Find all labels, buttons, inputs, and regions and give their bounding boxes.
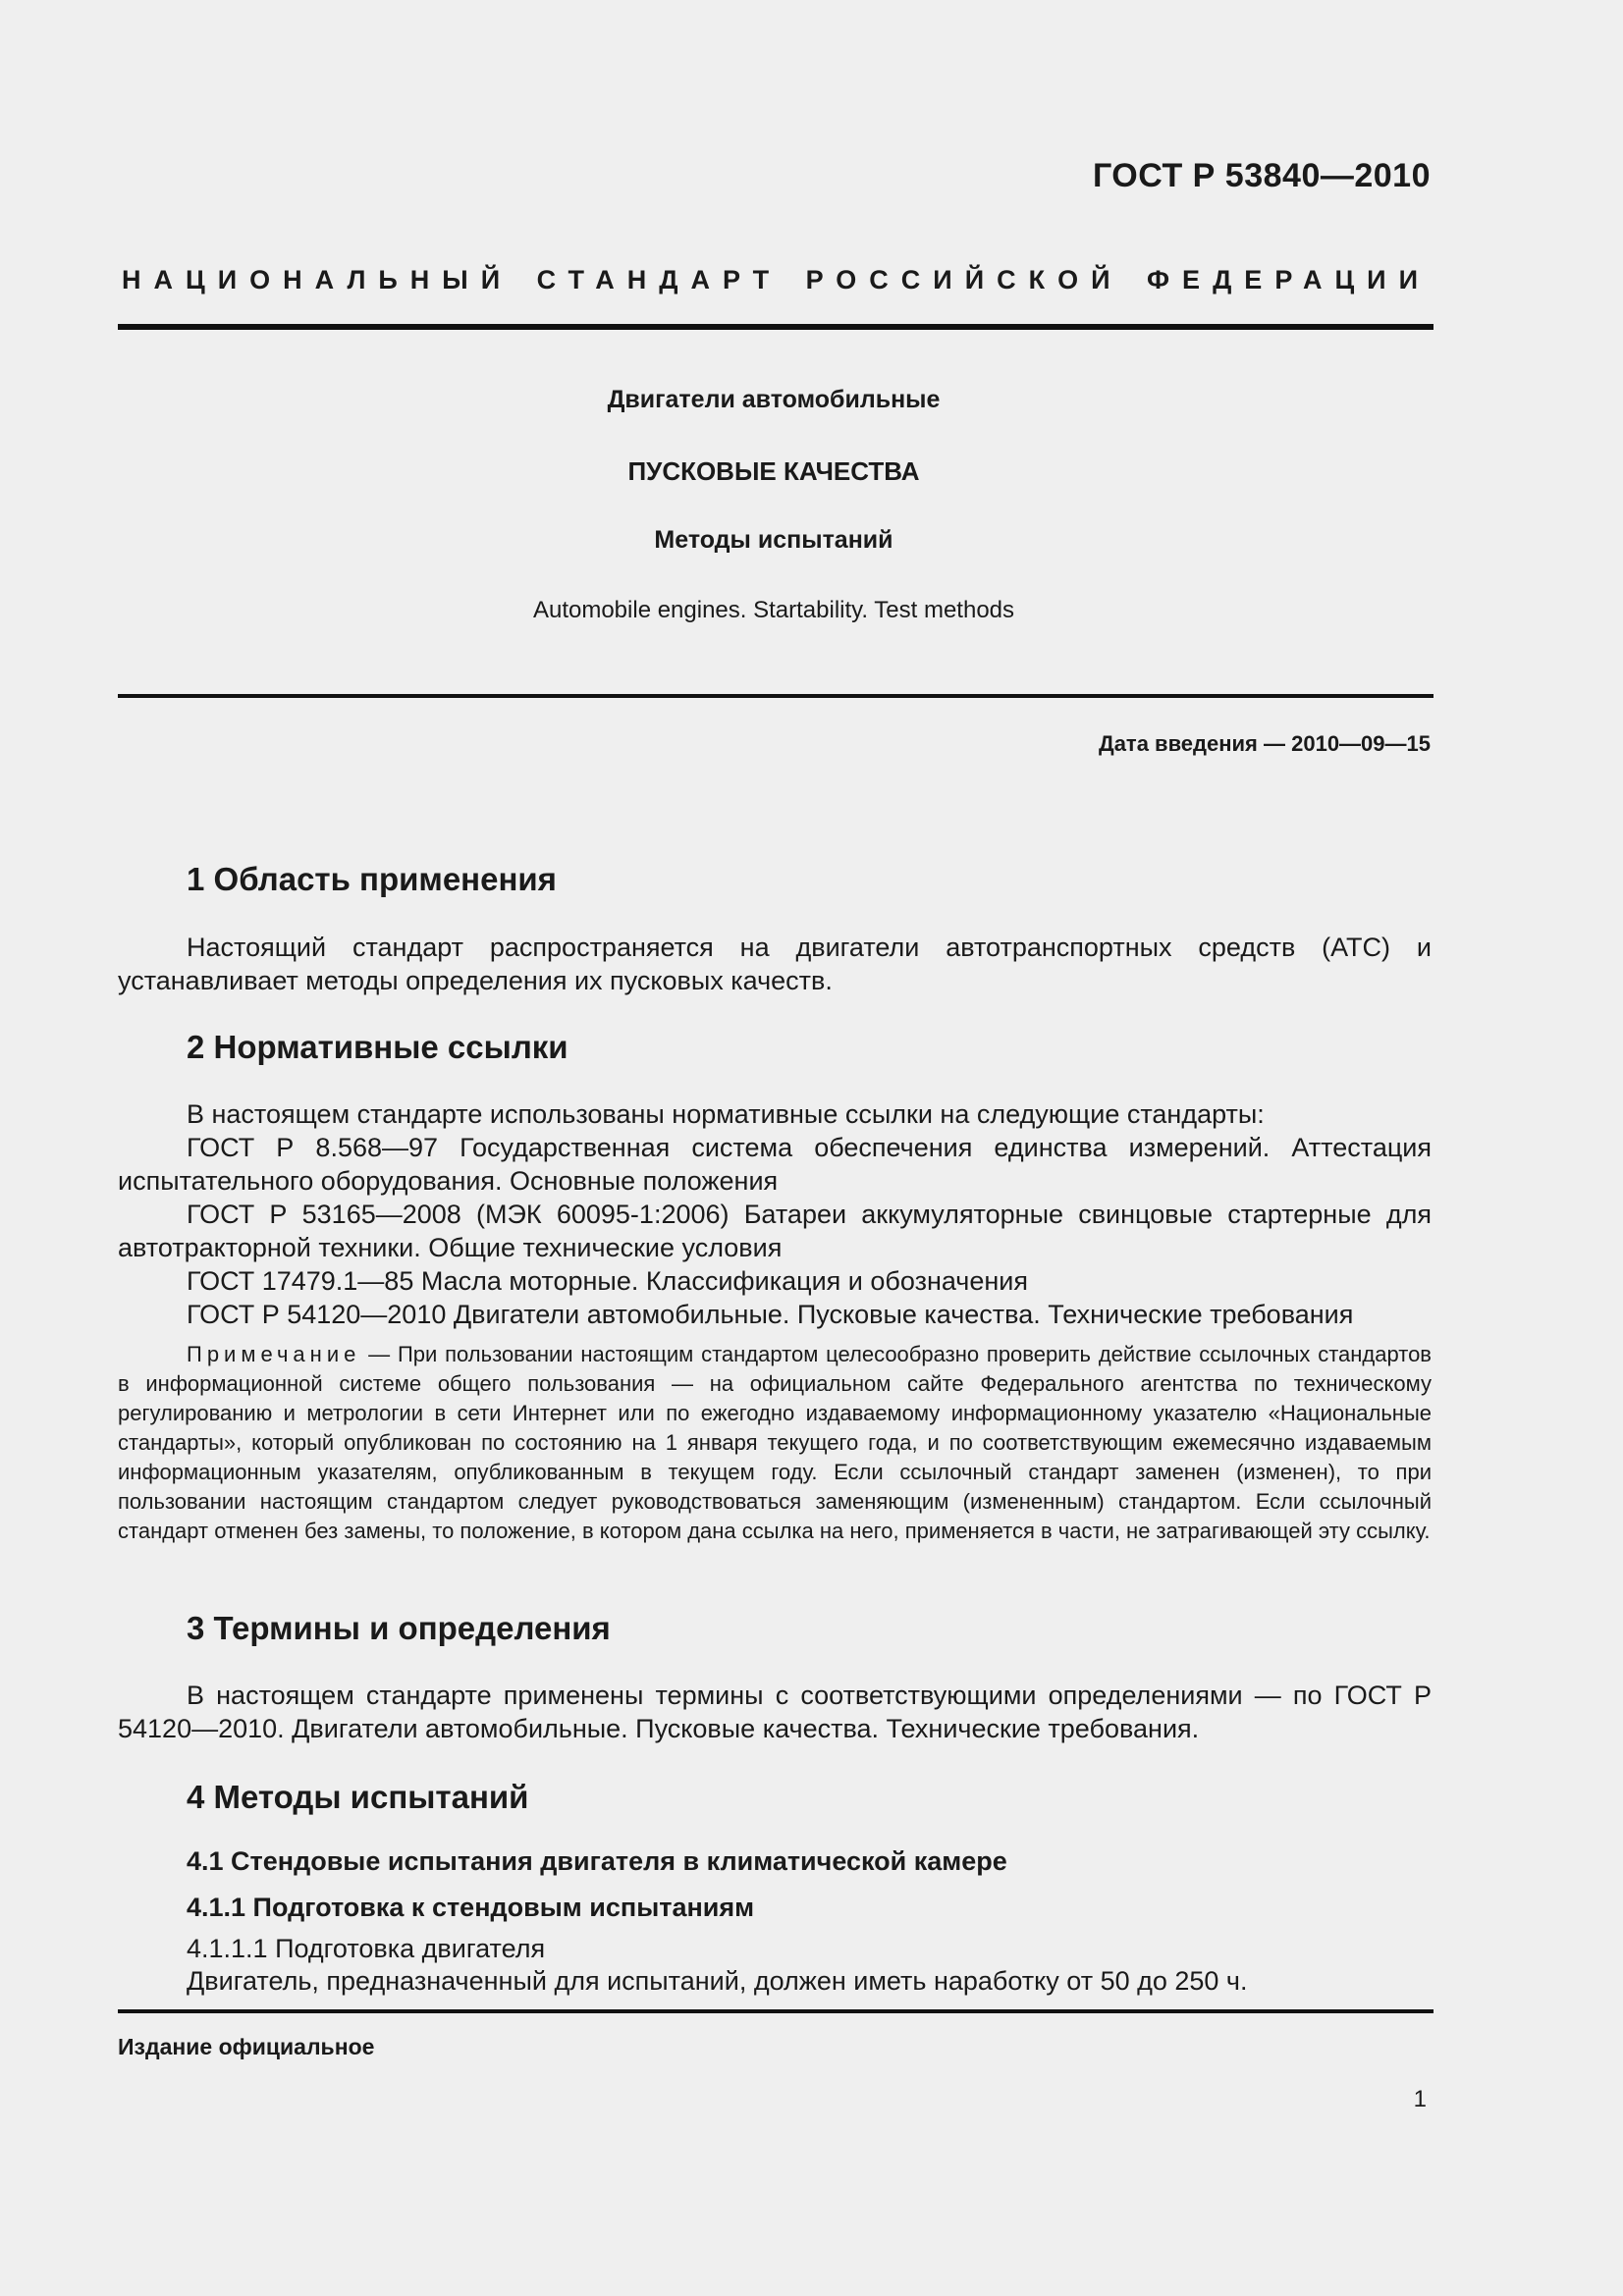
section-2-refs xyxy=(118,1097,1432,1331)
paragraph: В настоящем стандарте использованы нормативные ссылки на следующие стандарты: xyxy=(187,1099,1265,1129)
header-divider xyxy=(118,324,1434,330)
title-divider xyxy=(118,694,1434,698)
paragraph: Настоящий стандарт распространяется на двигатели автотранспортных средств (АТС) и устанавливает методы определения их пусковых качеств. xyxy=(118,933,1432,995)
national-standard-banner xyxy=(122,265,1431,295)
banner-word: ФЕДЕРАЦИИ xyxy=(1147,265,1431,294)
reference-item: ГОСТ Р 54120—2010 Двигатели автомобильные. Пусковые качества. Технические требования xyxy=(187,1300,1354,1329)
section-4-text: Двигатель, предназначенный для испытаний, должен иметь наработку от 50 до 250 ч. xyxy=(187,1966,1248,1996)
banner-word: РОССИЙСКОЙ xyxy=(805,265,1123,294)
gost-code: ГОСТ Р 53840—2010 xyxy=(1092,157,1431,194)
subsection-4-1-heading: 4.1 Стендовые испытания двигателя в климатической камере xyxy=(187,1846,1007,1876)
banner-word: СТАНДАРТ xyxy=(536,265,783,294)
reference-item: ГОСТ Р 8.568—97 Государственная система обеспечения единства измерений. Аттестация испытательного оборудования. Основные положения xyxy=(118,1133,1432,1196)
section-2-heading: 2 Нормативные ссылки xyxy=(187,1029,568,1065)
edition-label: Издание официальное xyxy=(118,2034,375,2059)
section-3-heading: 3 Термины и определения xyxy=(187,1610,611,1646)
subsection-4-1-1-1-heading: 4.1.1.1 Подготовка двигателя xyxy=(187,1934,546,1963)
footer-divider xyxy=(118,2009,1434,2013)
section-1-heading: 1 Область применения xyxy=(187,861,557,897)
page-number: 1 xyxy=(1413,2086,1427,2112)
paragraph: В настоящем стандарте применены термины с соответствующими определениями — по ГОСТ Р 54120—2010. Двигатели автомобильные. Пусковые качества. Технические требования. xyxy=(118,1681,1432,1743)
section-3-text xyxy=(118,1679,1432,1745)
note-block xyxy=(118,1340,1432,1546)
note-text: — При пользовании настоящим стандартом целесообразно проверить действие ссылочных стандартов в информационной системе общего пользования — на официальном сайте Федерального агентства по техническому регулированию и метрологии в сети Интернет или по ежегодно издаваемому информационному указателю «Национальные стандарты», который опубликован по состоянию на 1 января текущего года, и по соответствующим ежемесячно издаваемым информационным указателям, опубликованным в текущем году. Если ссылочный стандарт заменен (изменен), то при пользовании настоящим стандартом следует руководствоваться заменяющим (измененным) стандартом. Если ссылочный стандарт отменен без замены, то положение, в котором дана ссылка на него, применяется в части, не затрагивающей эту ссылку. xyxy=(118,1342,1432,1543)
subsection-4-1-1-heading: 4.1.1 Подготовка к стендовым испытаниям xyxy=(187,1893,755,1922)
section-4-heading: 4 Методы испытаний xyxy=(187,1779,529,1815)
title-line-3: Методы испытаний xyxy=(654,526,893,554)
reference-item: ГОСТ Р 53165—2008 (МЭК 60095-1:2006) Батареи аккумуляторные свинцовые стартерные для автотракторной техники. Общие технические условия xyxy=(118,1200,1432,1262)
english-title: Automobile engines. Startability. Test methods xyxy=(532,597,1015,623)
reference-item: ГОСТ 17479.1—85 Масла моторные. Классификация и обозначения xyxy=(187,1266,1028,1296)
note-label: Примечание xyxy=(187,1342,361,1366)
banner-word: НАЦИОНАЛЬНЫЙ xyxy=(122,265,514,294)
date-introduction: Дата введения — 2010—09—15 xyxy=(1099,731,1431,756)
title-line-1: Двигатели автомобильные xyxy=(607,386,941,413)
section-1-text xyxy=(118,931,1432,997)
title-line-2: ПУСКОВЫЕ КАЧЕСТВА xyxy=(627,456,920,486)
